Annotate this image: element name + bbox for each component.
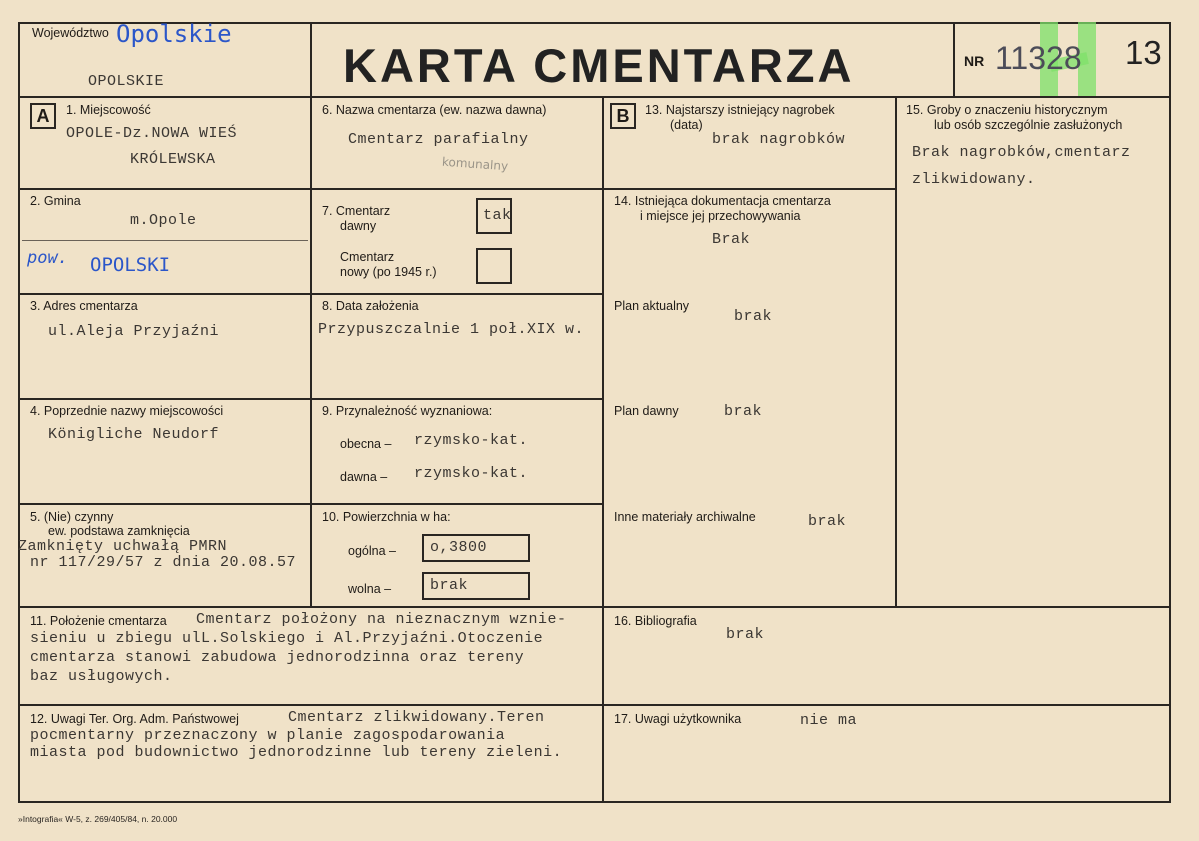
f14-label-2: i miejsce jej przechowywania <box>640 209 801 223</box>
frame-bottom <box>18 801 1171 803</box>
f12-line-2: pocmentarny przeznaczony w planie zagospodarowania <box>30 727 506 744</box>
f7-new-label-1: Cmentarz <box>340 250 395 264</box>
frame-col-a <box>310 22 312 606</box>
other-materials-value: brak <box>808 513 847 530</box>
f14-value: Brak <box>712 231 751 248</box>
f10-label: 10. Powierzchnia w ha: <box>322 510 451 524</box>
f5-value-2: nr 117/29/57 z dnia 20.08.57 <box>30 554 297 571</box>
f12-label: 12. Uwagi Ter. Org. Adm. Państwowej <box>30 712 239 726</box>
f9-label: 9. Przynależność wyznaniowa: <box>322 404 493 418</box>
f7-value: tak <box>483 207 512 224</box>
f10-free-value: brak <box>430 577 469 594</box>
f10-total-value: o,3800 <box>430 539 488 556</box>
f2-pow-value: OPOLSKI <box>90 254 171 276</box>
f15-value-1: Brak nagrobków,cmentarz <box>912 144 1131 161</box>
frame-row-12 <box>18 704 1171 706</box>
f11-line-3: cmentarza stanowi zabudowa jednorodzinna oraz tereny <box>30 649 525 666</box>
frame-row-11 <box>18 606 1171 608</box>
frame-col-nr <box>953 22 955 98</box>
printer-footer: »Intografia« W-5, z. 269/405/84, n. 20.000 <box>18 814 178 824</box>
f14-label-1: 14. Istniejąca dokumentacja cmentarza <box>614 194 831 208</box>
f6-value: Cmentarz parafialny <box>348 131 529 148</box>
frame-col-b <box>895 96 897 608</box>
f6-pencil: komunalny <box>441 154 509 174</box>
f7-new-label-2: nowy (po 1945 r.) <box>340 265 437 279</box>
f9-current-value: rzymsko-kat. <box>414 432 529 449</box>
nr-extra: 13 <box>1125 34 1162 71</box>
f2-value: m.Opole <box>130 212 197 229</box>
frame-col-mid <box>602 96 604 802</box>
gmina-divider <box>22 240 308 241</box>
f15-value-2: zlikwidowany. <box>912 171 1036 188</box>
f1-value-1: OPOLE-Dz.NOWA WIEŚ <box>66 125 238 142</box>
nr-value: 11328 <box>995 40 1082 76</box>
f7-label-2: dawny <box>340 219 377 233</box>
f16-label: 16. Bibliografia <box>614 614 697 628</box>
f10-total-label: ogólna – <box>348 544 396 558</box>
f11-line-1: Cmentarz położony na nieznacznym wznie- <box>196 611 567 628</box>
f3-label: 3. Adres cmentarza <box>30 299 138 313</box>
frame-row-b1 <box>603 188 896 190</box>
f10-free-label: wolna – <box>348 582 392 596</box>
f11-label: 11. Położenie cmentarza <box>30 614 167 628</box>
f13-label-2: (data) <box>670 118 703 132</box>
f8-clip <box>316 318 600 342</box>
plan-old-value: brak <box>724 403 763 420</box>
f15-label-2: lub osób szczególnie zasłużonych <box>934 118 1123 132</box>
f4-value: Königliche Neudorf <box>48 426 220 443</box>
nr-label: NR <box>964 53 985 69</box>
frame-right <box>1169 22 1171 803</box>
f11-line-2: sieniu u zbiegu ulL.Solskiego i Al.Przyjaźni.Otoczenie <box>30 630 544 647</box>
section-a-marker: A <box>30 103 56 129</box>
plan-current-value: brak <box>734 308 773 325</box>
f6-label: 6. Nazwa cmentarza (ew. nazwa dawna) <box>322 103 547 117</box>
f5-label-1: 5. (Nie) czynny <box>30 510 114 524</box>
f11-line-4: baz usługowych. <box>30 668 173 685</box>
section-b-marker: B <box>610 103 636 129</box>
f17-value: nie ma <box>800 712 858 729</box>
f1-value-2: KRÓLEWSKA <box>130 151 216 168</box>
f5-label-2: ew. podstawa zamknięcia <box>48 524 190 538</box>
wojewodztwo-typed: OPOLSKIE <box>88 73 165 90</box>
f9-former-label: dawna – <box>340 470 388 484</box>
f8-value: Przypuszczalnie 1 poł.XIX w. <box>318 321 585 338</box>
f12-line-1: Cmentarz zlikwidowany.Teren <box>288 709 545 726</box>
card-title: KARTA CMENTARZA <box>343 39 855 92</box>
f17-label: 17. Uwagi użytkownika <box>614 712 742 726</box>
f5-value-1: Zamknięty uchwałą PMRN <box>18 538 228 555</box>
frame-header-bottom <box>18 96 1171 98</box>
f4-label: 4. Poprzednie nazwy miejscowości <box>30 404 224 418</box>
f7-label-1: 7. Cmentarz <box>322 204 391 218</box>
other-materials-label: Inne materiały archiwalne <box>614 510 756 524</box>
f3-value: ul.Aleja Przyjaźni <box>48 323 220 340</box>
f16-value: brak <box>726 626 765 643</box>
plan-old-label: Plan dawny <box>614 404 679 418</box>
f2-pow-prefix: pow. <box>27 248 68 268</box>
f12-line-3: miasta pod budownictwo jednorodzinne lub tereny zieleni. <box>30 744 563 761</box>
f13-label-1: 13. Najstarszy istniejący nagrobek <box>645 103 835 117</box>
wojewodztwo-label: Województwo <box>32 26 109 40</box>
f13-value: brak nagrobków <box>712 131 846 148</box>
f7-new-checkbox <box>476 248 512 284</box>
f9-former-value: rzymsko-kat. <box>414 465 529 482</box>
frame-left <box>18 22 20 803</box>
f8-label: 8. Data założenia <box>322 299 419 313</box>
f1-label: 1. Miejscowość <box>66 103 151 117</box>
wojewodztwo-handwritten: Opolskie <box>116 20 232 48</box>
f9-current-label: obecna – <box>340 437 392 451</box>
f15-label-1: 15. Groby o znaczeniu historycznym <box>906 103 1108 117</box>
plan-current-label: Plan aktualny <box>614 299 690 313</box>
f2-label: 2. Gmina <box>30 194 81 208</box>
